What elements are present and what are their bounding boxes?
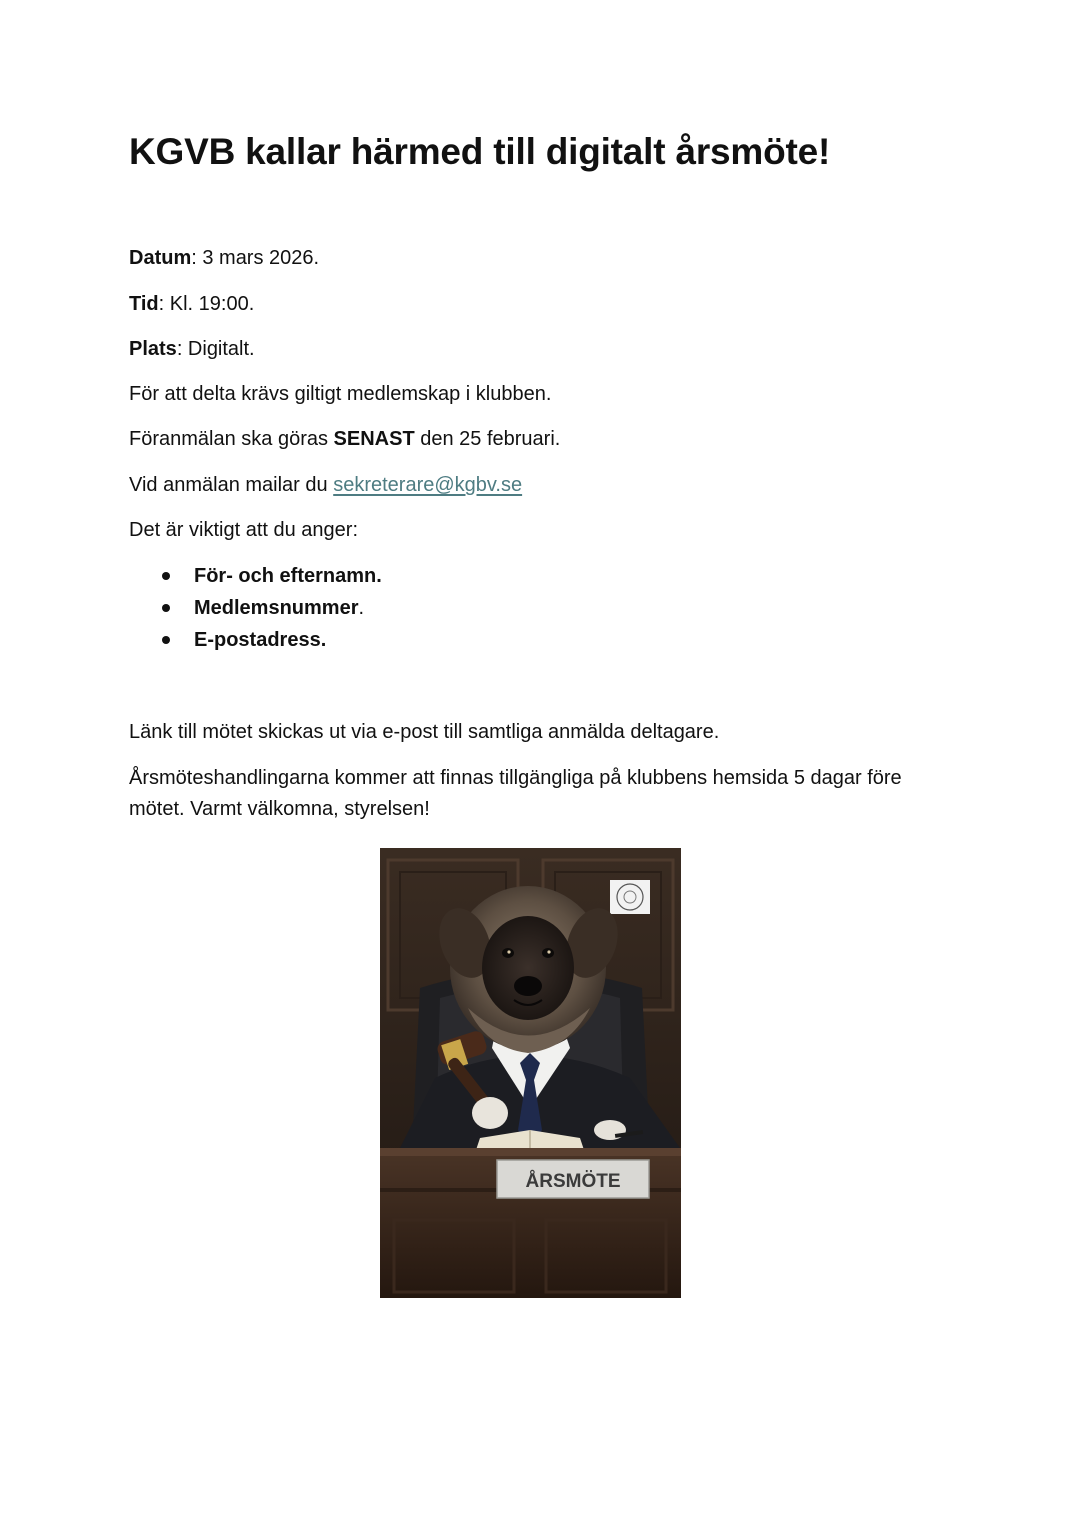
registration-line (129, 425, 560, 453)
membership-text: För att delta krävs giltigt medlemskap i klubben. (129, 383, 552, 405)
list-item-bold: För- och efternamn. (194, 565, 382, 587)
bullet-icon (162, 572, 170, 580)
time-line (129, 290, 254, 318)
contact-text: Vid anmälan mailar du (129, 474, 334, 496)
time-label: Tid (129, 293, 159, 315)
registration-before: Föranmälan ska göras (129, 428, 334, 450)
registration-after: den 25 februari. (414, 428, 561, 450)
list-item (129, 562, 382, 594)
documents-info-line2: mötet. Varmt välkomna, styrelsen! (129, 798, 430, 820)
list-item (129, 626, 382, 658)
bullet-icon (162, 636, 170, 644)
annual-meeting-illustration (380, 848, 681, 1298)
documents-info-line1: Årsmöteshandlingarna kommer att finnas tillgängliga på klubbens hemsida 5 dagar före (129, 767, 902, 789)
nameplate-text: ÅRSMÖTE (525, 1171, 621, 1192)
bullet-icon (162, 604, 170, 612)
date-label: Datum (129, 247, 192, 269)
place-line (129, 335, 255, 363)
list-item-rest: . (358, 597, 365, 619)
club-logo-icon (610, 880, 650, 914)
link-info: Länk till mötet skickas ut via e-post till samtliga anmälda deltagare. (129, 721, 720, 743)
list-item (129, 594, 382, 626)
place-label: Plats (129, 338, 177, 360)
list-item-bold: E-postadress. (194, 629, 327, 651)
time-value: : Kl. 19:00. (158, 293, 255, 315)
date-line (129, 244, 319, 272)
date-value: : 3 mars 2026. (191, 247, 320, 269)
list-item-bold: Medlemsnummer (194, 597, 359, 619)
required-intro: Det är viktigt att du anger: (129, 519, 359, 541)
required-list (129, 562, 382, 658)
contact-line (129, 471, 522, 499)
email-link[interactable]: sekreterare@kgbv.se (333, 474, 523, 496)
registration-emphasis: SENAST (333, 428, 415, 450)
page-title: KGVB kallar härmed till digitalt årsmöte! (129, 131, 831, 172)
place-value: : Digitalt. (176, 338, 255, 360)
